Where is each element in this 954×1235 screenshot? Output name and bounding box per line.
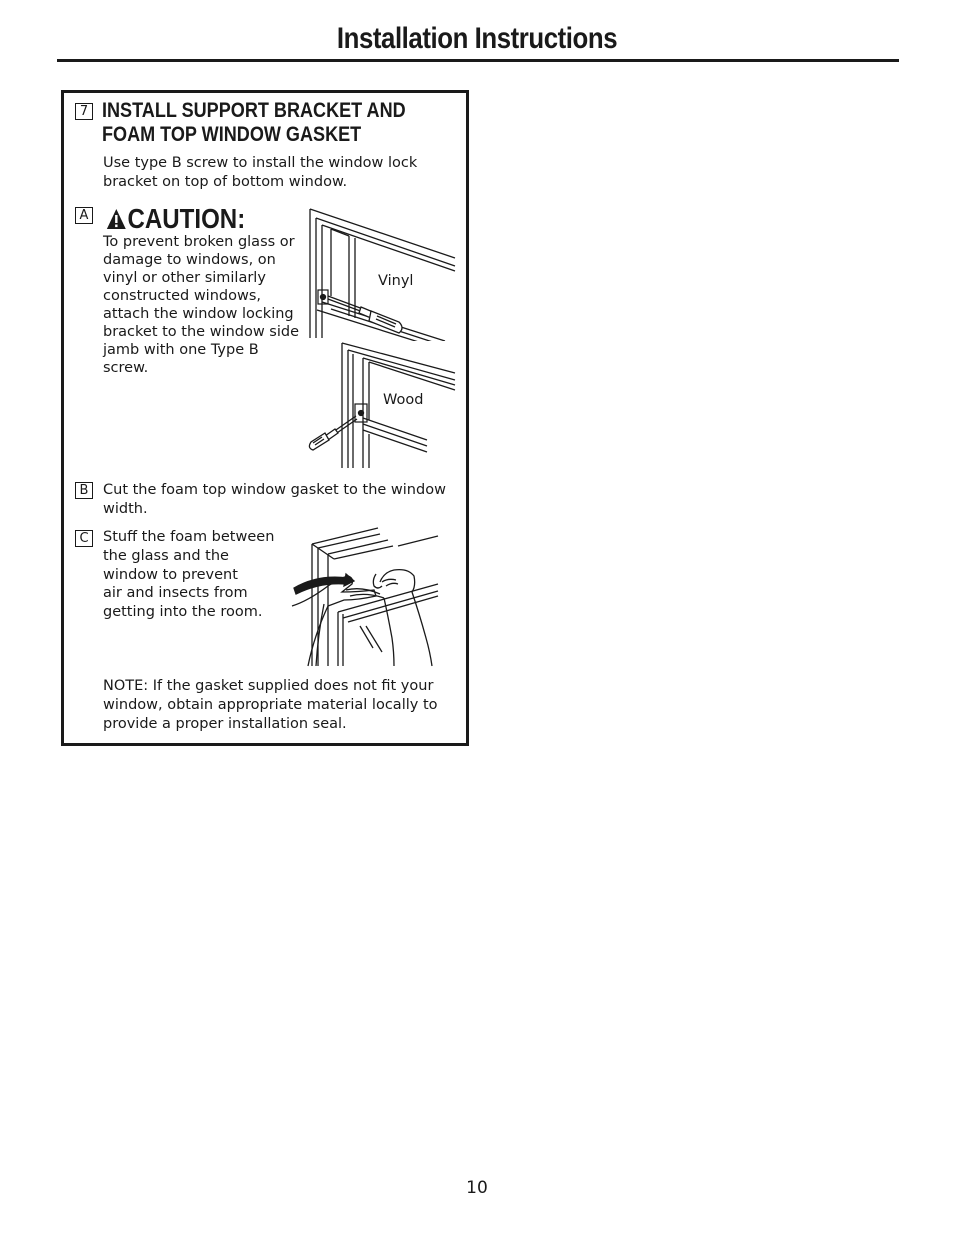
caution-heading [106, 202, 245, 236]
vinyl-label: Vinyl [378, 273, 414, 289]
note-line-3: provide a proper installation seal. [103, 716, 347, 732]
marker-c-box: C [75, 530, 93, 547]
item-c-line-4: air and insects from [103, 585, 248, 602]
page-number: 10 [466, 1178, 488, 1198]
item-c-line-3: window to prevent [103, 566, 238, 583]
caution-line-1: To prevent broken glass or [103, 234, 295, 250]
item-c-text [103, 528, 274, 622]
step-intro-line-1: Use type B screw to install the window lock [103, 155, 418, 171]
caution-line-8: screw. [103, 360, 149, 376]
caution-text [103, 233, 299, 377]
item-c-line-1: Stuff the foam between [103, 529, 275, 545]
caution-title: CAUTION: [127, 203, 246, 234]
step-number-box: 7 [75, 103, 93, 120]
marker-b-box: B [75, 482, 93, 499]
item-c-line-2: the glass and the [103, 547, 229, 564]
step-intro-line-2: bracket on top of bottom window. [103, 173, 348, 190]
foam-gasket-illustration [288, 526, 440, 668]
caution-line-3: vinyl or other similarly [103, 270, 266, 286]
title-rule [57, 59, 899, 62]
warning-icon [106, 208, 127, 230]
item-b-text [103, 481, 446, 518]
page-title: Installation Instructions [336, 22, 618, 55]
caution-line-6: bracket to the window side [103, 324, 300, 340]
item-c-line-5: getting into the room. [103, 604, 263, 621]
caution-line-7: jamb with one Type B [103, 342, 259, 358]
item-b-line-1: Cut the foam top window gasket to the window [103, 482, 446, 498]
step-heading-line-2: FOAM TOP WINDOW GASKET [102, 123, 362, 146]
step-intro [103, 154, 417, 191]
item-b-line-2: width. [103, 500, 148, 517]
note-text [103, 677, 438, 734]
note-line-1: NOTE: If the gasket supplied does not fit your [103, 678, 434, 694]
wood-label: Wood [383, 392, 424, 408]
step-heading-line-1: INSTALL SUPPORT BRACKET AND [102, 99, 406, 122]
step-heading [102, 99, 406, 147]
note-line-2: window, obtain appropriate material locally to [103, 697, 438, 713]
caution-line-5: attach the window locking [103, 306, 294, 322]
caution-line-4: constructed windows, [103, 288, 261, 304]
marker-a-box: A [75, 207, 93, 224]
caution-line-2: damage to windows, on [103, 252, 276, 268]
